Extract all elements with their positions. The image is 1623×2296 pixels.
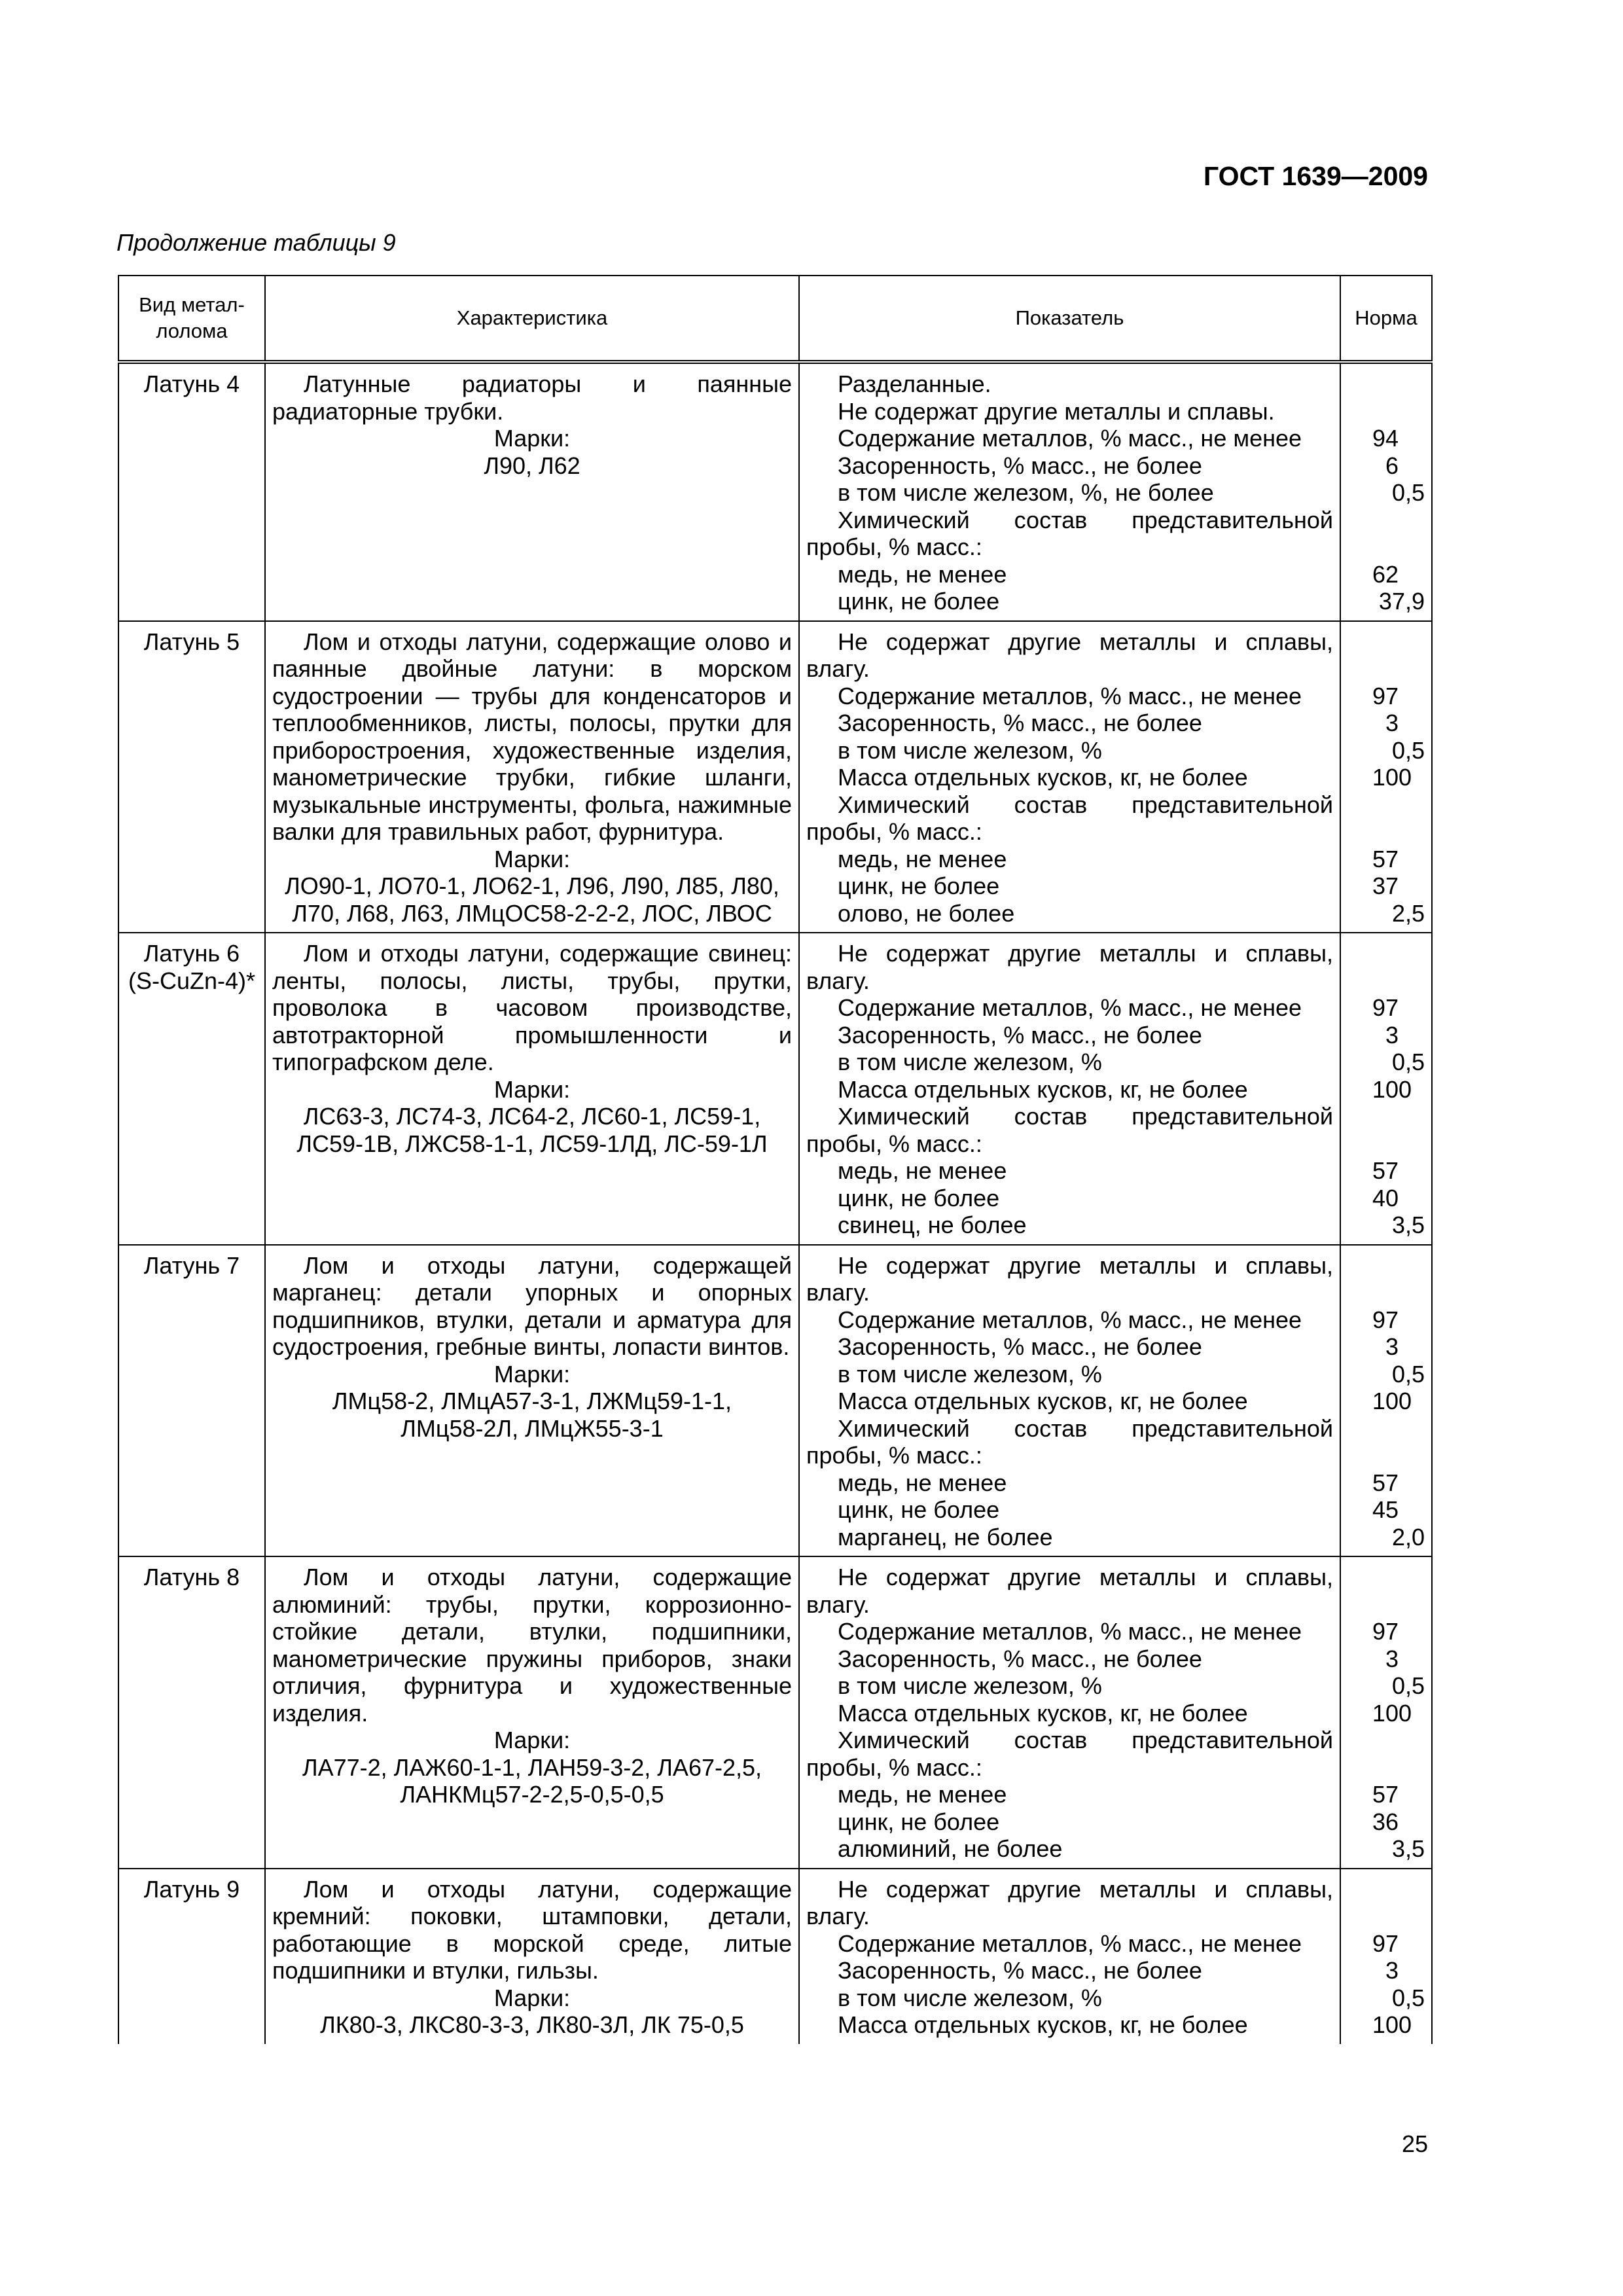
norm-value — [1347, 1442, 1425, 1469]
norm-value: 0,5 — [1391, 1049, 1425, 1075]
indicator-line: Содержание металлов, % масс., не менее — [838, 1306, 1302, 1333]
norm-cell — [1340, 621, 1432, 933]
scrap-kind-cell: Латунь 5 — [118, 621, 265, 933]
indicator-line: влагу. — [806, 1903, 870, 1929]
grades-list: Л90, Л62 — [484, 452, 580, 479]
indicator-line: медь, не менее — [838, 560, 1007, 588]
indicator-line: в том числе железом, % — [838, 1672, 1102, 1699]
scrap-kind-cell: Латунь 8 — [118, 1556, 265, 1869]
indicator-line: Засоренность, % масс., не более — [838, 1333, 1202, 1360]
indicator-line: Содержание металлов, % масс., не менее — [838, 1618, 1302, 1645]
characteristic-description: Лом и отходы латуни, содержащей марганец: детали упорных и опорных подшипников, втулки, детали и арматура для судостроения, гребные винты, лопасти винтов. — [272, 1251, 792, 1360]
characteristic-description: Лом и отходы латуни, содержащие алюминий: трубы, прутки, коррозионно-стойкие детали, втулки, подшипники, манометрические пружины приборов, знаки отличия, фурнитура и художественные изделия. — [272, 1564, 792, 1727]
characteristic-cell — [265, 933, 799, 1245]
table-row — [118, 1556, 1432, 1869]
norm-value: 94 — [1372, 425, 1399, 452]
scrap-kind-cell: Латунь 7 — [118, 1245, 265, 1557]
table-row — [118, 1869, 1432, 2044]
indicator-cell — [799, 362, 1340, 621]
characteristic-cell — [265, 1245, 799, 1557]
indicator-line: Не содержат другие металлы и сплавы. — [838, 397, 1275, 425]
grades-label: Марки: — [493, 425, 571, 452]
norm-value — [1347, 1103, 1425, 1130]
indicator-line: Химический состав представительной — [838, 1727, 1333, 1753]
indicator-line: Засоренность, % масс., не более — [838, 1645, 1202, 1672]
norm-value: 97 — [1372, 1618, 1399, 1645]
indicator-line: цинк, не более — [838, 588, 1000, 615]
indicator-cell — [799, 1245, 1340, 1557]
indicator-line: пробы, % масс.: — [806, 818, 982, 845]
indicator-line: цинк, не более — [838, 872, 1000, 899]
indicator-line: медь, не менее — [838, 1157, 1007, 1184]
indicator-line: влагу. — [806, 1279, 870, 1306]
norm-value: 37 — [1372, 872, 1399, 899]
indicator-line: в том числе железом, %, не более — [838, 479, 1214, 506]
norm-value — [1347, 940, 1425, 967]
scrap-kind-cell: Латунь 4 — [118, 362, 265, 621]
indicator-line: влагу. — [806, 967, 870, 994]
norm-value — [1347, 1130, 1425, 1158]
indicator-line: Засоренность, % масс., не более — [838, 452, 1202, 479]
norm-value: 97 — [1372, 682, 1399, 709]
table-row — [118, 621, 1432, 933]
table-header-row — [118, 276, 1432, 362]
indicator-line: Масса отдельных кусков, кг, не более — [838, 2011, 1248, 2038]
norm-value: 100 — [1372, 764, 1412, 791]
indicator-line: Химический состав представительной — [838, 1414, 1333, 1442]
indicator-line: Содержание металлов, % масс., не менее — [838, 994, 1302, 1021]
norm-value: 37,9 — [1378, 588, 1425, 615]
indicator-line: Засоренность, % масс., не более — [838, 709, 1202, 736]
indicator-line: влагу. — [806, 1590, 870, 1618]
norm-cell — [1340, 1556, 1432, 1869]
column-header-kind-label: Вид метал- лолома — [139, 293, 245, 342]
grades-label: Марки: — [493, 1727, 571, 1753]
norm-value — [1347, 1252, 1425, 1280]
indicator-line: Не содержат другие металлы и сплавы, — [838, 1251, 1333, 1279]
column-header-indicator: Показатель — [799, 276, 1340, 362]
table-caption: Продолжение таблицы 9 — [116, 229, 396, 256]
scrap-kind-cell: Латунь 9 — [118, 1869, 265, 2044]
column-header-kind — [118, 276, 265, 362]
indicator-line: цинк, не более — [838, 1496, 1000, 1523]
indicator-line: Химический состав представительной — [838, 1103, 1333, 1130]
norm-value: 3,5 — [1391, 1211, 1425, 1238]
norm-value: 97 — [1372, 994, 1399, 1021]
norm-value: 97 — [1372, 1929, 1399, 1957]
norm-value — [1347, 370, 1425, 398]
indicator-line: в том числе железом, % — [838, 736, 1102, 764]
norm-cell — [1340, 933, 1432, 1245]
indicator-line: медь, не менее — [838, 845, 1007, 872]
norm-value: 3 — [1385, 1021, 1399, 1049]
norm-value: 2,5 — [1391, 899, 1425, 927]
norm-value: 40 — [1372, 1184, 1399, 1211]
norm-value — [1347, 1591, 1425, 1619]
norm-value: 6 — [1385, 452, 1399, 479]
grades-list: ЛА77-2, ЛАЖ60-1-1, ЛАН59-3-2, ЛА67-2,5, ЛАНКМц57-2-2,5-0,5-0,5 — [302, 1753, 762, 1808]
indicator-cell — [799, 1556, 1340, 1869]
indicator-line: олово, не более — [838, 899, 1015, 927]
norm-value: 3,5 — [1391, 1835, 1425, 1862]
indicator-cell — [799, 1869, 1340, 2044]
norm-value — [1347, 1727, 1425, 1754]
indicator-line: цинк, не более — [838, 1808, 1000, 1835]
norm-value: 2,0 — [1391, 1523, 1425, 1551]
characteristic-description: Лом и отходы латуни, содержащие кремний: поковки, штамповки, детали, работающие в морской среде, литые подшипники и втулки, гильзы. — [272, 1875, 792, 1984]
norm-value: 100 — [1372, 1075, 1412, 1103]
characteristic-description: Латунные радиаторы и паянные радиаторные трубки. — [272, 370, 792, 425]
grades-list: ЛО90-1, ЛО70-1, ЛО62-1, Л96, Л90, Л85, Л80, Л70, Л68, Л63, ЛМцОС58-2-2-2, ЛОС, ЛВОС — [285, 872, 779, 927]
indicator-line: влагу. — [806, 655, 870, 682]
table-row — [118, 933, 1432, 1245]
indicator-line: Содержание металлов, % масс., не менее — [838, 1929, 1302, 1957]
norm-value — [1347, 818, 1425, 846]
indicator-line: пробы, % масс.: — [806, 1753, 982, 1781]
indicator-line: в том числе железом, % — [838, 1360, 1102, 1388]
norm-value: 0,5 — [1391, 479, 1425, 506]
characteristic-cell — [265, 621, 799, 933]
characteristic-cell — [265, 1556, 799, 1869]
table-row — [118, 362, 1432, 621]
norm-cell — [1340, 1869, 1432, 2044]
norm-cell — [1340, 1245, 1432, 1557]
norm-value — [1347, 507, 1425, 534]
indicator-line: Содержание металлов, % масс., не менее — [838, 682, 1302, 709]
norm-value — [1347, 791, 1425, 819]
norm-value — [1347, 1754, 1425, 1782]
grades-label: Марки: — [493, 1075, 571, 1103]
grades-list: ЛС63-3, ЛС74-3, ЛС64-2, ЛС60-1, ЛС59-1, ЛС59-1В, ЛЖС58-1-1, ЛС59-1ЛД, ЛС-59-1Л — [296, 1103, 768, 1157]
norm-value — [1347, 1279, 1425, 1306]
indicator-line: пробы, % масс.: — [806, 1130, 982, 1157]
indicator-line: Масса отдельных кусков, кг, не более — [838, 1075, 1248, 1103]
norm-value: 3 — [1385, 709, 1399, 736]
page-number: 25 — [1401, 2130, 1428, 2157]
norm-value: 57 — [1372, 1469, 1399, 1496]
indicator-line: Содержание металлов, % масс., не менее — [838, 425, 1302, 452]
indicator-line: Засоренность, % масс., не более — [838, 1957, 1202, 1984]
characteristic-description: Лом и отходы латуни, содержащие свинец: ленты, полосы, листы, трубы, прутки, проволока в часовом производстве, автотракторной промышленности и типографском деле. — [272, 940, 792, 1075]
norm-value — [1347, 1876, 1425, 1903]
indicator-line: Масса отдельных кусков, кг, не более — [838, 1388, 1248, 1414]
norm-value — [1347, 533, 1425, 561]
norm-value: 3 — [1385, 1645, 1399, 1672]
indicator-line: пробы, % масс.: — [806, 533, 982, 560]
norm-value: 3 — [1385, 1957, 1399, 1984]
norm-value: 97 — [1372, 1306, 1399, 1333]
characteristic-description: Лом и отходы латуни, содержащие олово и паянные двойные латуни: в морском судостроении — трубы для конденсаторов и теплообменников, листы, полосы, прутки для приборостроения, художественные изделия, манометрические трубки, гибкие шланги, музыкальные инструменты, фольга, нажимные валки для травильных работ, фурнитура. — [272, 628, 792, 845]
grades-list: ЛК80-3, ЛКС80-3-3, ЛК80-3Л, ЛК 75-0,5 — [320, 2011, 744, 2038]
indicator-line: Не содержат другие металлы и сплавы, — [838, 1564, 1333, 1590]
norm-value — [1347, 628, 1425, 656]
norm-value — [1347, 398, 1425, 425]
indicator-line: Химический состав представительной — [838, 791, 1333, 818]
indicator-line: медь, не менее — [838, 1781, 1007, 1808]
grades-list: ЛМц58-2, ЛМцА57-3-1, ЛЖМц59-1-1, ЛМц58-2Л, ЛМцЖ55-3-1 — [332, 1388, 732, 1442]
indicator-line: Засоренность, % масс., не более — [838, 1021, 1202, 1049]
norm-value: 100 — [1372, 1388, 1412, 1414]
norm-value — [1347, 967, 1425, 995]
indicator-line: Не содержат другие металлы и сплавы, — [838, 1875, 1333, 1903]
norm-value: 36 — [1372, 1808, 1399, 1835]
norm-value — [1347, 1564, 1425, 1591]
indicator-line: Масса отдельных кусков, кг, не более — [838, 764, 1248, 791]
column-header-characteristic: Характеристика — [265, 276, 799, 362]
norm-value: 57 — [1372, 845, 1399, 872]
norm-value: 0,5 — [1391, 736, 1425, 764]
indicator-line: цинк, не более — [838, 1184, 1000, 1211]
document-code: ГОСТ 1639—2009 — [1203, 161, 1428, 191]
scrap-kind-cell: Латунь 6 (S-CuZn-4)* — [118, 933, 265, 1245]
table-row — [118, 1245, 1432, 1557]
norm-value: 0,5 — [1391, 1672, 1425, 1699]
indicator-line: Не содержат другие металлы и сплавы, — [838, 940, 1333, 967]
table-body — [118, 362, 1432, 2044]
indicator-line: Не содержат другие металлы и сплавы, — [838, 628, 1333, 655]
indicator-line: медь, не менее — [838, 1469, 1007, 1496]
norm-value — [1347, 1415, 1425, 1443]
indicator-line: пробы, % масс.: — [806, 1442, 982, 1469]
norm-value: 57 — [1372, 1157, 1399, 1184]
norm-value: 100 — [1372, 2011, 1412, 2038]
characteristic-cell — [265, 362, 799, 621]
indicator-line: Масса отдельных кусков, кг, не более — [838, 1699, 1248, 1727]
grades-label: Марки: — [493, 1984, 571, 2011]
norm-value: 62 — [1372, 560, 1399, 588]
norm-value: 3 — [1385, 1333, 1399, 1360]
indicator-line: марганец, не более — [838, 1523, 1053, 1551]
specification-table — [118, 275, 1433, 2044]
norm-value: 0,5 — [1391, 1360, 1425, 1388]
indicator-line: в том числе железом, % — [838, 1049, 1102, 1075]
grades-label: Марки: — [493, 1360, 571, 1388]
indicator-cell — [799, 621, 1340, 933]
indicator-line: в том числе железом, % — [838, 1984, 1102, 2011]
grades-label: Марки: — [493, 845, 571, 872]
norm-value: 57 — [1372, 1781, 1399, 1808]
norm-value — [1347, 655, 1425, 683]
indicator-line: Разделанные. — [838, 370, 991, 397]
norm-value: 45 — [1372, 1496, 1399, 1523]
indicator-line: Химический состав представительной — [838, 506, 1333, 533]
norm-value: 0,5 — [1391, 1984, 1425, 2011]
indicator-line: свинец, не более — [838, 1211, 1027, 1238]
norm-value — [1347, 1903, 1425, 1930]
column-header-norm: Норма — [1340, 276, 1432, 362]
characteristic-cell — [265, 1869, 799, 2044]
norm-value: 100 — [1372, 1699, 1412, 1727]
indicator-cell — [799, 933, 1340, 1245]
indicator-line: алюминий, не более — [838, 1835, 1063, 1862]
norm-cell — [1340, 362, 1432, 621]
